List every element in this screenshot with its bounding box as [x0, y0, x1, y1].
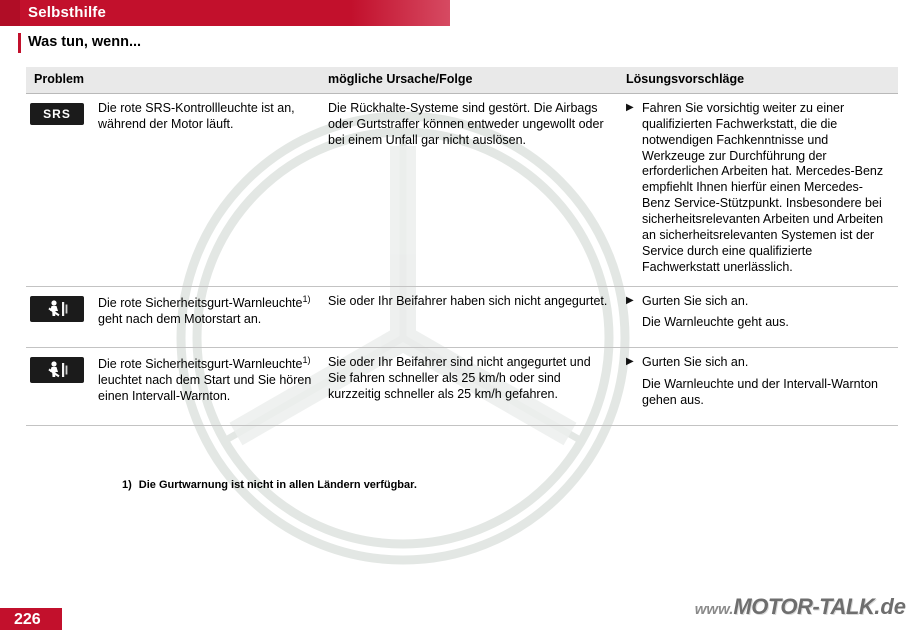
cause-text: Sie oder Ihr Beifahrer haben sich nicht angegurtet.: [328, 293, 608, 308]
solution-text: Fahren Sie vorsichtig weiter zu einer qualifizierten Fachwerkstatt, die die notwendigen Fachkenntnisse und Werkzeuge zur Durchführung der erforderlichen Arbeiten hat. Mercedes-Benz empfiehlt Ihnen hierfür einen Mercedes-Benz Service-Stützpunkt. Insbesondere bei sicherheitsrelevanten Arbeiten und Arbeiten an sicherheitsrelevanten Systemen ist der Service durch eine qualifizierte Fachwerkstatt unerlässlich.: [642, 100, 884, 274]
section-title-rule: [18, 33, 21, 53]
footnote-text: Die Gurtwarnung ist nicht in allen Ländern verfügbar.: [138, 479, 417, 491]
column-header-problem: Problem: [34, 72, 85, 86]
cause-text: Sie oder Ihr Beifahrer sind nicht angegurtet und Sie fahren schneller als 25 km/h oder sind kurzzeitig schneller als 25 km/h gefahren.: [328, 355, 591, 401]
srs-badge-label: SRS: [30, 103, 84, 125]
problem-text: [98, 287, 320, 348]
problem-text-part1: Die rote Sicherheitsgurt-Warnleuchte: [98, 357, 303, 372]
seatbelt-warning-icon: [26, 287, 98, 348]
seatbelt-warning-icon: [26, 348, 98, 425]
seatbelt-badge: [30, 296, 84, 322]
watermark-tld: .de: [874, 594, 906, 619]
footnote: [122, 479, 417, 491]
table-row: [26, 348, 898, 426]
solution-text: Gurten Sie sich an.: [642, 355, 749, 370]
problem-text-part2: geht nach dem Motorstart an.: [98, 311, 262, 326]
solution-text: Gurten Sie sich an.: [642, 293, 749, 308]
list-item: [626, 294, 888, 310]
header-bar: [0, 0, 450, 26]
solution-list: [618, 287, 898, 348]
column-header-solution: Lösungsvorschläge: [626, 72, 745, 86]
srs-airbag-icon: [26, 94, 98, 286]
column-header-cause: mögliche Ursache/Folge: [328, 72, 473, 86]
solution-result-text: Die Warnleuchte geht aus.: [642, 315, 789, 330]
watermark-www: www.: [694, 601, 734, 618]
header-title: Selbsthilfe: [28, 4, 107, 21]
problem-text: [98, 348, 320, 425]
troubleshooting-table: [26, 67, 898, 426]
problem-text-part2: leuchtet nach dem Start und Sie hören einen Intervall-Warnton.: [98, 373, 312, 404]
page-number: 226: [14, 611, 41, 628]
table-row: [26, 94, 898, 287]
table-row: [26, 287, 898, 349]
cell-problem: [26, 287, 320, 348]
section-title: Was tun, wenn...: [28, 34, 142, 50]
watermark-main: MOTOR-TALK: [733, 594, 875, 619]
header-accent-block: [0, 0, 20, 26]
problem-text: Die rote SRS-Kontrollleuchte ist an, während der Motor läuft.: [98, 100, 295, 131]
arrow-icon: ▶: [626, 101, 634, 113]
arrow-icon: ▶: [626, 356, 634, 368]
solution-list: [618, 348, 898, 425]
footnote-marker: 1): [122, 479, 132, 491]
footnote-marker: 1): [302, 355, 311, 366]
cell-problem: [26, 94, 320, 286]
footnote-marker: 1): [302, 293, 311, 304]
arrow-icon: ▶: [626, 294, 634, 306]
cell-problem: [26, 348, 320, 425]
problem-text-part1: Die rote Sicherheitsgurt-Warnleuchte: [98, 295, 303, 310]
table-header-row: [26, 67, 898, 94]
solution-result-text: Die Warnleuchte und der Intervall-Warnton gehen aus.: [642, 377, 878, 407]
cause-text: Die Rückhalte-Systeme sind gestört. Die Airbags oder Gurtstraffer können entweder ungewollt oder bei einem Unfall gar nicht auslösen.: [328, 100, 604, 147]
list-item: [626, 355, 888, 371]
list-item: [626, 101, 888, 276]
seatbelt-badge: [30, 357, 84, 383]
motor-talk-watermark: [695, 594, 906, 620]
solution-list: [618, 94, 898, 286]
